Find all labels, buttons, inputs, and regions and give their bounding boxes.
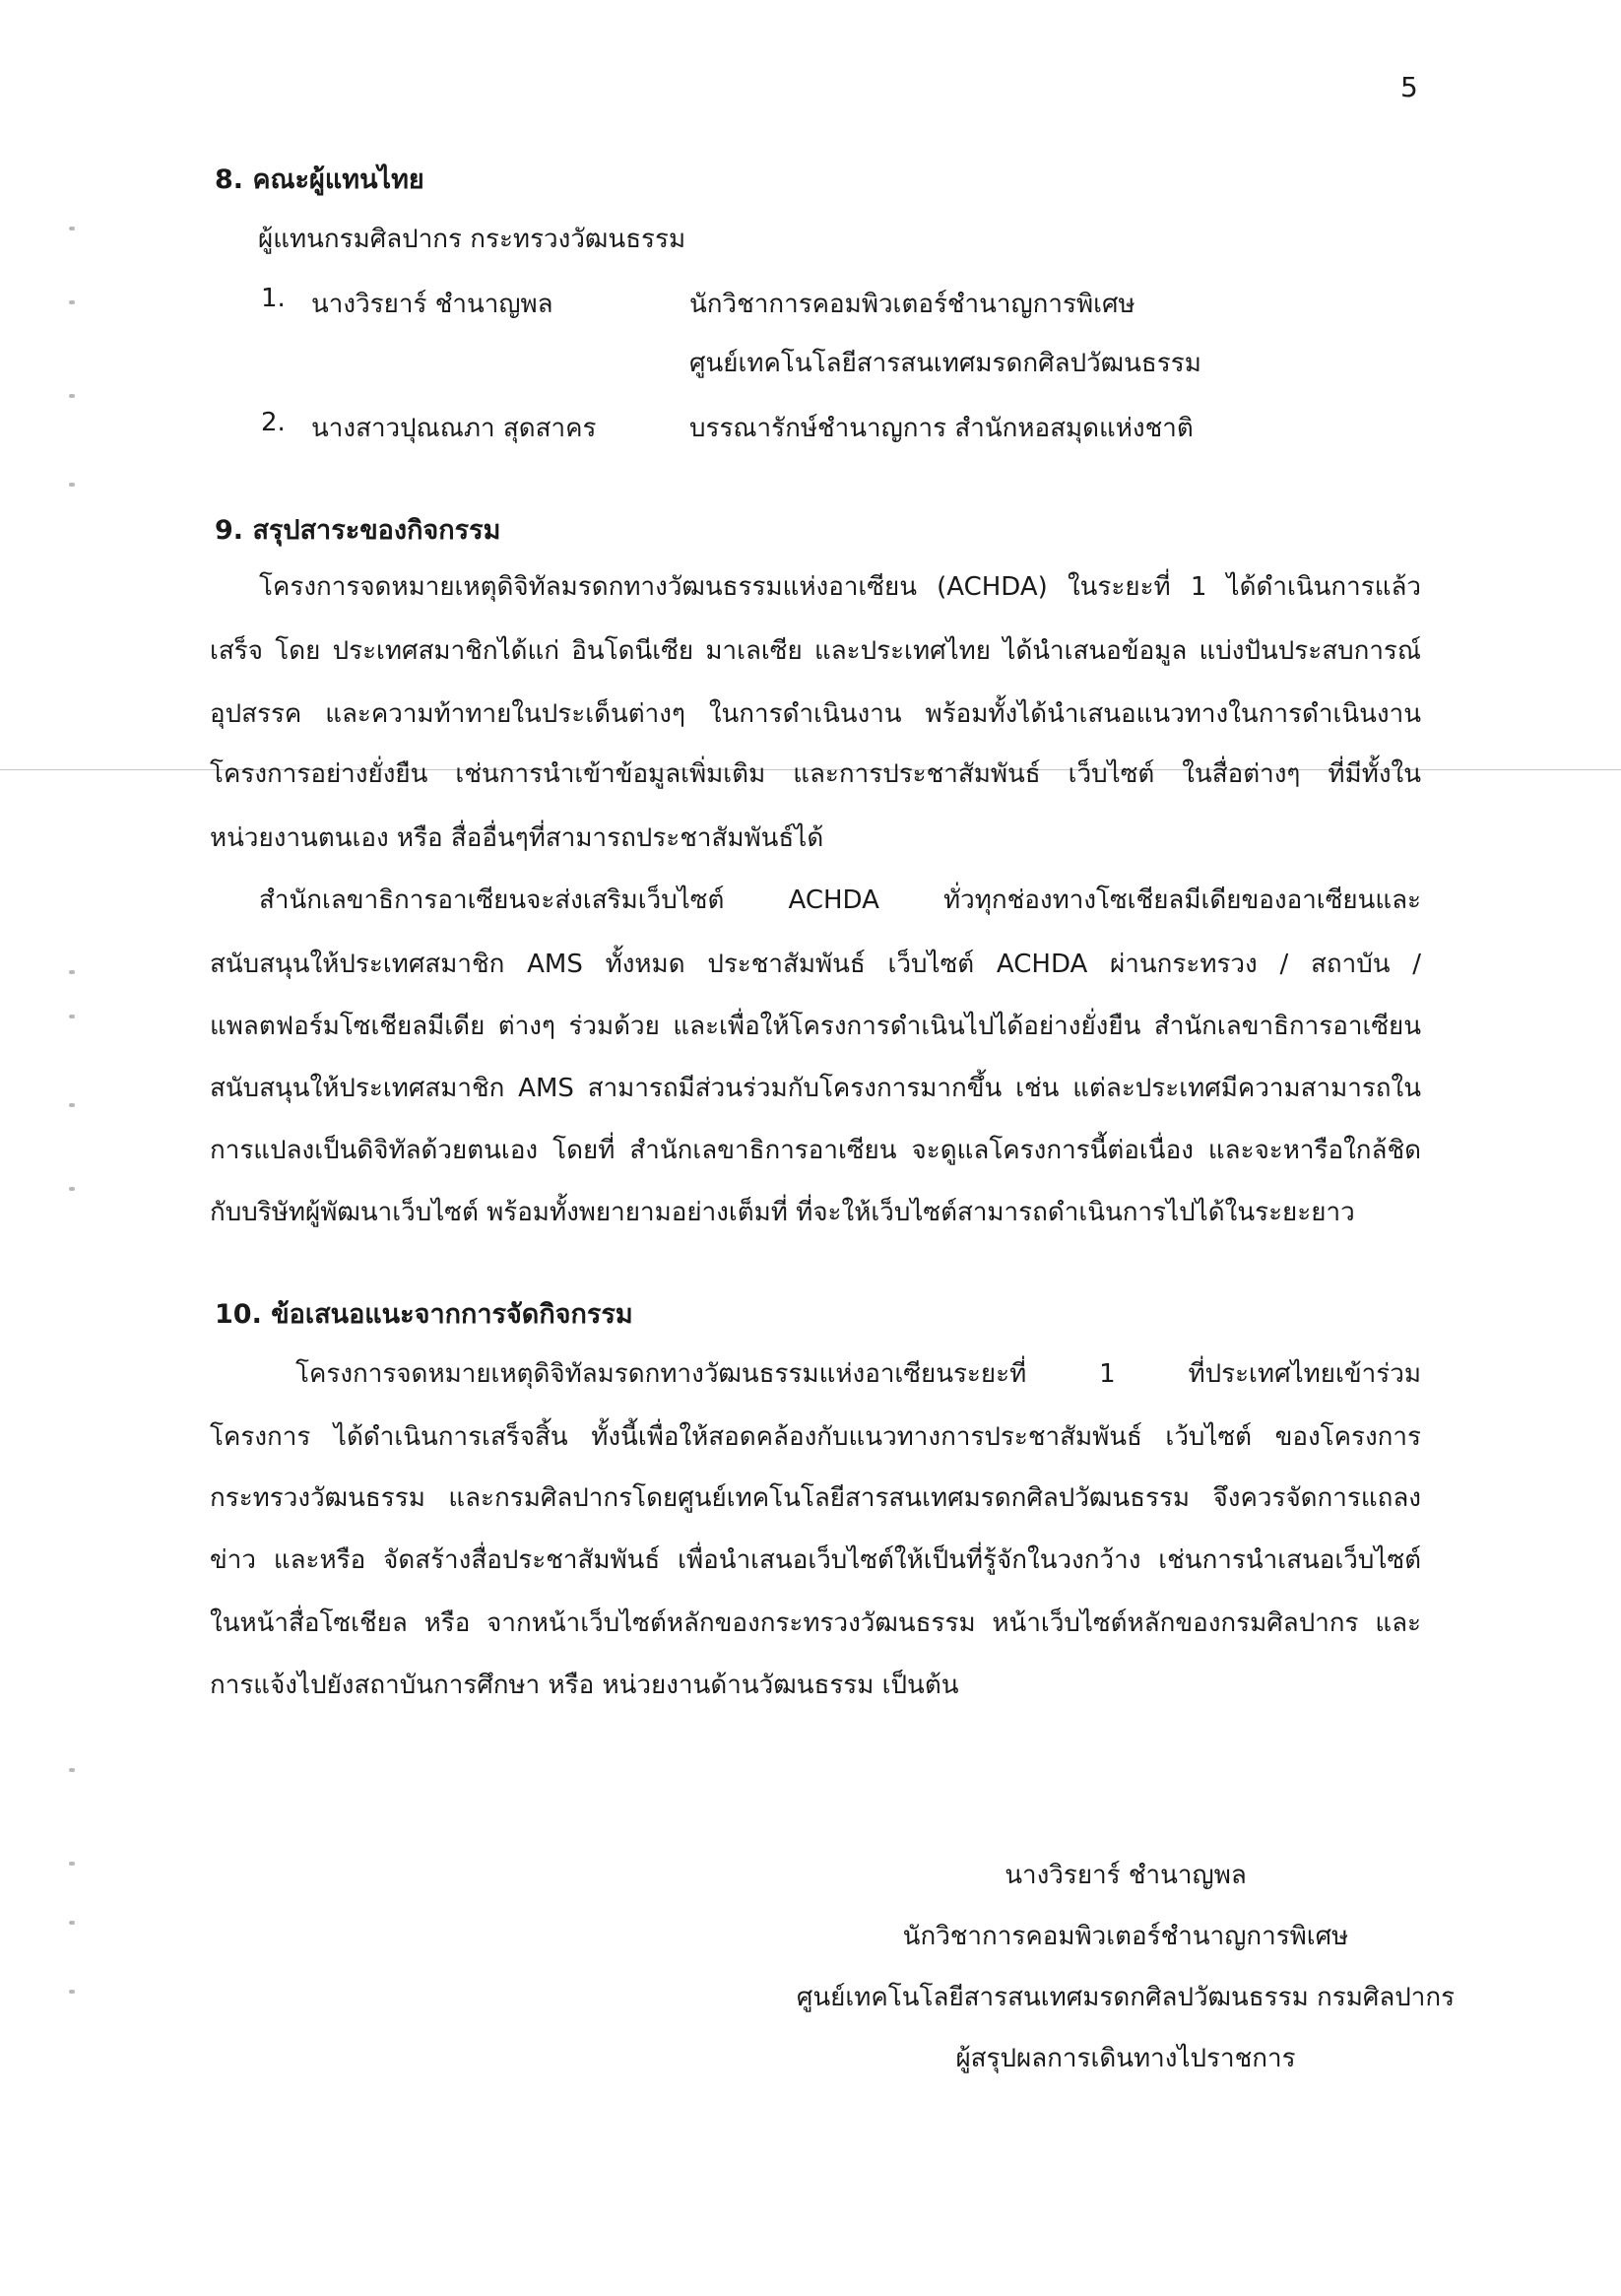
- section-10-heading: 10. ข้อเสนอแนะจากการจัดกิจกรรม: [215, 1299, 633, 1330]
- paragraph-line: สนับสนุนให้ประเทศสมาชิก AMS ทั้งหมด ประชาสัมพันธ์ เว็บไซต์ ACHDA ผ่านกระทรวง / สถาบัน /: [210, 950, 1421, 979]
- page-number: 5: [1400, 71, 1418, 103]
- margin-mark: [69, 1015, 75, 1018]
- margin-mark: [69, 227, 75, 230]
- paragraph-line: โครงการอย่างยั่งยืน เช่นการนำเข้าข้อมูลเพิ่มเติม และการประชาสัมพันธ์ เว็บไซต์ ในสื่อต่างๆ ที่มีทั้งใน: [210, 759, 1421, 789]
- margin-mark: [69, 483, 75, 487]
- paragraph-line: โครงการจดหมายเหตุดิจิทัลมรดกทางวัฒนธรรมแห่งอาเซียน (ACHDA) ในระยะที่ 1 ได้ดำเนินการแล้ว: [259, 572, 1421, 602]
- member-position: บรรณารักษ์ชำนาญการ สำนักหอสมุดแห่งชาติ: [689, 414, 1194, 443]
- paragraph-line: เสร็จ โดย ประเทศสมาชิกได้แก่ อินโดนีเซีย มาเลเซีย และประเทศไทย ได้นำเสนอข้อมูล แบ่งปันประสบการณ์: [210, 636, 1421, 666]
- member-index: 2.: [261, 408, 286, 437]
- margin-mark: [69, 394, 75, 398]
- paragraph-line: อุปสรรค และความท้าทายในประเด็นต่างๆ ในการดำเนินงาน พร้อมทั้งได้นำเสนอแนวทางในการดำเนินงาน: [210, 699, 1421, 729]
- member-position: นักวิชาการคอมพิวเตอร์ชำนาญการพิเศษ: [689, 290, 1135, 319]
- signature-role: ผู้สรุปผลการเดินทางไปราชการ: [955, 2044, 1296, 2073]
- paragraph-line: หน่วยงานตนเอง หรือ สื่ออื่นๆที่สามารถประชาสัมพันธ์ได้: [210, 823, 824, 853]
- paragraph-line: การแปลงเป็นดิจิทัลด้วยตนเอง โดยที่ สำนักเลขาธิการอาเซียน จะดูแลโครงการนี้ต่อเนื่อง และจะหารือใกล้ชิด: [210, 1136, 1421, 1165]
- section-9-heading: 9. สรุปสาระของกิจกรรม: [215, 515, 501, 546]
- signature-name: นางวิรยาร์ ชำนาญพล: [1005, 1861, 1247, 1890]
- paragraph-line: โครงการ ได้ดำเนินการเสร็จสิ้น ทั้งนี้เพื่อให้สอดคล้องกับแนวทางการประชาสัมพันธ์ เว้บไซต์ ของโครงการ: [210, 1422, 1421, 1452]
- paragraph-line: แพลตฟอร์มโซเชียลมีเดีย ต่างๆ ร่วมด้วย และเพื่อให้โครงการดำเนินไปได้อย่างยั่งยืน สำนักเลขาธิการอาเซียน: [210, 1012, 1421, 1041]
- member-name: นางสาวปุณณภา สุดสาคร: [311, 414, 597, 443]
- margin-mark: [69, 1862, 75, 1866]
- margin-mark: [69, 1768, 75, 1772]
- signature-organization: ศูนย์เทคโนโลยีสารสนเทศมรดกศิลปวัฒนธรรม กรมศิลปากร: [796, 1983, 1456, 2012]
- member-position-line2: ศูนย์เทคโนโลยีสารสนเทศมรดกศิลปวัฒนธรรม: [689, 349, 1201, 378]
- margin-mark: [69, 300, 75, 304]
- paragraph-line: โครงการจดหมายเหตุดิจิทัลมรดกทางวัฒนธรรมแห่งอาเซียนระยะที่ 1 ที่ประเทศไทยเข้าร่วม: [295, 1359, 1421, 1389]
- paragraph-line: กับบริษัทผู้พัฒนาเว็บไซต์ พร้อมทั้งพยายามอย่างเต็มที่ ที่จะให้เว็บไซต์สามารถดำเนินการไปได้ในระยะยาว: [210, 1198, 1355, 1227]
- member-name: นางวิรยาร์ ชำนาญพล: [311, 290, 553, 319]
- member-index: 1.: [261, 284, 286, 313]
- section-8-subheading: ผู้แทนกรมศิลปากร กระทรวงวัฒนธรรม: [258, 225, 686, 254]
- paragraph-line: สำนักเลขาธิการอาเซียนจะส่งเสริมเว็บไซต์ ACHDA ทั่วทุกช่องทางโซเชียลมีเดียของอาเซียนและ: [259, 886, 1421, 915]
- paragraph-line: ในหน้าสื่อโซเชียล หรือ จากหน้าเว็บไซต์หลักของกระทรวงวัฒนธรรม หน้าเว็บไซต์หลักของกรมศิลปากร และ: [210, 1608, 1421, 1638]
- margin-mark: [69, 1990, 75, 1994]
- signature-position: นักวิชาการคอมพิวเตอร์ชำนาญการพิเศษ: [902, 1922, 1349, 1951]
- margin-mark: [69, 1921, 75, 1925]
- margin-mark: [69, 1103, 75, 1107]
- margin-mark: [69, 1187, 75, 1191]
- section-8-heading: 8. คณะผู้แทนไทย: [215, 164, 424, 195]
- paragraph-line: การแจ้งไปยังสถาบันการศึกษา หรือ หน่วยงานด้านวัฒนธรรม เป็นต้น: [210, 1671, 959, 1700]
- paragraph-line: ข่าว และหรือ จัดสร้างสื่อประชาสัมพันธ์ เพื่อนำเสนอเว็บไซต์ให้เป็นที่รู้จักในวงกว้าง เช่นการนำเสนอเว็บไซต์: [210, 1545, 1421, 1575]
- paragraph-line: กระทรวงวัฒนธรรม และกรมศิลปากรโดยศูนย์เทคโนโลยีสารสนเทศมรดกศิลปวัฒนธรรม จึงควรจัดการแถลง: [210, 1483, 1421, 1513]
- margin-mark: [69, 970, 75, 974]
- paragraph-line: สนับสนุนให้ประเทศสมาชิก AMS สามารถมีส่วนร่วมกับโครงการมากขึ้น เช่น แต่ละประเทศมีความสามารถใน: [210, 1074, 1421, 1103]
